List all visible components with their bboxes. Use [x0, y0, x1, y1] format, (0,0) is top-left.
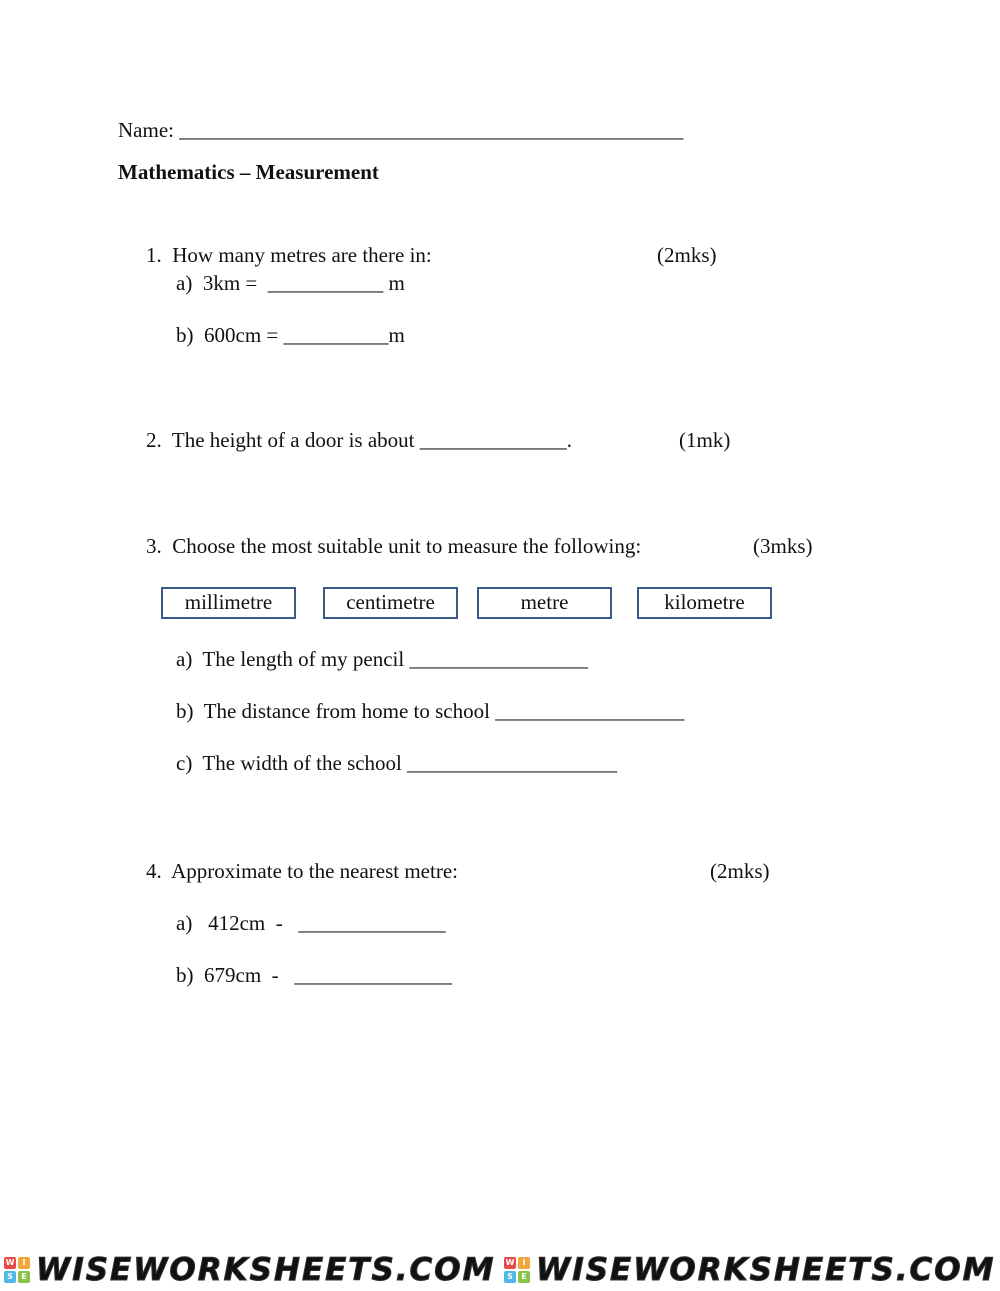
question-4-text: 4. Approximate to the nearest metre:	[146, 859, 458, 883]
question-3c: c) The width of the school ____________________	[176, 751, 618, 775]
question-3a: a) The length of my pencil _________________	[176, 647, 588, 671]
worksheet-title: Mathematics – Measurement	[118, 160, 379, 184]
question-1-text: 1. How many metres are there in:	[146, 243, 432, 267]
unit-box-metre: metre	[477, 587, 612, 619]
question-2-text: 2. The height of a door is about ______________.	[146, 428, 572, 452]
brand-grid-icon	[504, 1257, 530, 1283]
logo-cell: I	[518, 1257, 530, 1269]
question-3b: b) The distance from home to school __________________	[176, 699, 685, 723]
logo-cell: S	[504, 1271, 516, 1283]
name-field-line: Name: ________________________________________________	[118, 118, 684, 142]
unit-box-millimetre: millimetre	[161, 587, 296, 619]
logo-cell: E	[18, 1271, 30, 1283]
question-3-marks: (3mks)	[753, 534, 813, 558]
logo-cell: I	[18, 1257, 30, 1269]
question-2-marks: (1mk)	[679, 428, 731, 452]
question-4b: b) 679cm - _______________	[176, 963, 452, 987]
logo-cell: W	[505, 1258, 515, 1267]
logo-cell: W	[5, 1258, 15, 1267]
unit-box-centimetre: centimetre	[323, 587, 458, 619]
brand-grid-icon	[4, 1257, 30, 1283]
question-4-marks: (2mks)	[710, 859, 770, 883]
question-4a: a) 412cm - ______________	[176, 911, 446, 935]
brand-text: WISEWORKSHEETS.COM	[536, 1252, 996, 1288]
brand-logo-right	[504, 1252, 996, 1288]
brand-logo-left	[4, 1252, 496, 1288]
logo-cell: E	[518, 1271, 530, 1283]
question-1a: a) 3km = ___________ m	[176, 271, 405, 295]
question-3-text: 3. Choose the most suitable unit to measure the following:	[146, 534, 642, 558]
footer-watermark	[0, 1252, 1000, 1288]
logo-cell: S	[4, 1271, 16, 1283]
question-1b: b) 600cm = __________m	[176, 323, 405, 347]
unit-box-kilometre: kilometre	[637, 587, 772, 619]
question-1-marks: (2mks)	[657, 243, 717, 267]
brand-text: WISEWORKSHEETS.COM	[36, 1252, 496, 1288]
